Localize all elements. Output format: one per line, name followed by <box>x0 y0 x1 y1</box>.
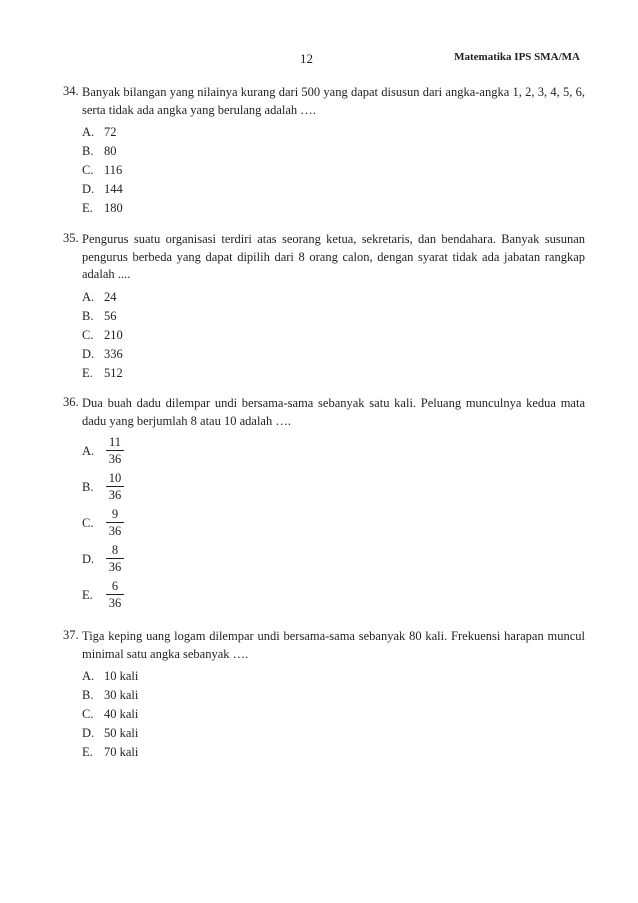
option-text: 10 kali <box>104 669 139 683</box>
option-b <box>82 142 585 161</box>
fraction-numerator: 6 <box>111 578 119 593</box>
question-37 <box>63 628 585 762</box>
option-a <box>82 667 585 686</box>
fraction-denominator: 36 <box>108 523 122 538</box>
question-text: Pengurus suatu organisasi terdiri atas seorang ketua, sekretaris, dan bendahara. Banyak susunan pengurus berbeda yang dapat dipilih dari 8 orang calon, dengan syarat tidak ada jabatan rangkap adalah .... <box>82 232 585 281</box>
option-text: 80 <box>104 144 117 158</box>
option-text: 40 kali <box>104 707 139 721</box>
option-letter: C. <box>82 707 94 721</box>
option-letter: A. <box>82 289 95 304</box>
fraction-denominator: 36 <box>108 559 122 574</box>
question-text: Banyak bilangan yang nilainya kurang dari 500 yang dapat disusun dari angka-angka 1, 2, 3, 4, 5, 6, serta tidak ada angka yang berulang adalah …. <box>82 85 585 117</box>
option-a <box>82 123 585 142</box>
option-e <box>82 743 585 762</box>
option-text: 30 kali <box>104 688 139 702</box>
question-34 <box>63 84 585 218</box>
question-35 <box>63 231 585 383</box>
option-d <box>82 724 585 743</box>
option-letter: A. <box>82 669 95 683</box>
question-number: 35. <box>63 231 79 245</box>
option-a <box>82 433 585 469</box>
answer-options <box>82 667 585 762</box>
question-number: 36. <box>63 395 79 409</box>
option-b <box>82 469 585 505</box>
question-36 <box>63 395 585 613</box>
fraction-numerator: 9 <box>111 506 119 521</box>
option-letter: B. <box>82 144 94 158</box>
option-text: 24 <box>104 289 117 304</box>
option-letter: D. <box>82 346 95 361</box>
option-text: 50 kali <box>104 726 139 740</box>
option-letter: C. <box>82 515 94 530</box>
option-text: 144 <box>104 182 123 196</box>
fraction-denominator: 36 <box>108 451 122 466</box>
fraction <box>106 507 124 540</box>
option-letter: B. <box>82 308 94 323</box>
option-letter: C. <box>82 163 94 177</box>
option-text: 180 <box>104 201 123 215</box>
fraction-denominator: 36 <box>108 595 122 610</box>
fraction <box>106 471 124 504</box>
question-number: 37. <box>63 628 79 642</box>
answer-options <box>82 123 585 218</box>
option-letter: E. <box>82 201 93 215</box>
option-d <box>82 180 585 199</box>
fraction-numerator: 11 <box>108 434 122 449</box>
option-letter: B. <box>82 688 94 702</box>
option-text: 210 <box>104 327 123 342</box>
question-text: Tiga keping uang logam dilempar undi bersama-sama sebanyak 80 kali. Frekuensi harapan muncul minimal satu angka sebanyak …. <box>82 629 585 661</box>
option-a <box>82 288 585 307</box>
question-text: Dua buah dadu dilempar undi bersama-sama sebanyak satu kali. Peluang munculnya kedua mata dadu yang berjumlah 8 atau 10 adalah …. <box>82 396 585 428</box>
option-e <box>82 364 585 383</box>
fraction <box>106 543 124 576</box>
option-letter: E. <box>82 745 93 759</box>
option-c <box>82 326 585 345</box>
option-text: 56 <box>104 308 117 323</box>
option-c <box>82 705 585 724</box>
option-text: 116 <box>104 163 123 177</box>
fraction-numerator: 10 <box>108 470 122 485</box>
option-letter: D. <box>82 551 95 566</box>
fraction-numerator: 8 <box>111 542 119 557</box>
question-number: 34. <box>63 84 79 98</box>
fraction <box>106 435 124 468</box>
option-letter: A. <box>82 443 95 458</box>
option-e <box>82 577 585 613</box>
option-text: 70 kali <box>104 745 139 759</box>
option-letter: C. <box>82 327 94 342</box>
option-letter: E. <box>82 587 93 602</box>
option-c <box>82 161 585 180</box>
page-number: 12 <box>300 51 313 66</box>
running-title: Matematika IPS SMA/MA <box>454 51 580 63</box>
fraction-denominator: 36 <box>108 487 122 502</box>
option-d <box>82 541 585 577</box>
option-letter: A. <box>82 125 95 139</box>
fraction <box>106 579 124 612</box>
option-text: 512 <box>104 365 123 380</box>
option-letter: D. <box>82 726 95 740</box>
answer-options <box>82 288 585 383</box>
option-letter: D. <box>82 182 95 196</box>
option-d <box>82 345 585 364</box>
option-letter: B. <box>82 479 94 494</box>
answer-options <box>82 433 585 613</box>
option-letter: E. <box>82 365 93 380</box>
option-b <box>82 686 585 705</box>
option-e <box>82 199 585 218</box>
option-text: 336 <box>104 346 123 361</box>
option-text: 72 <box>104 125 117 139</box>
option-b <box>82 307 585 326</box>
option-c <box>82 505 585 541</box>
